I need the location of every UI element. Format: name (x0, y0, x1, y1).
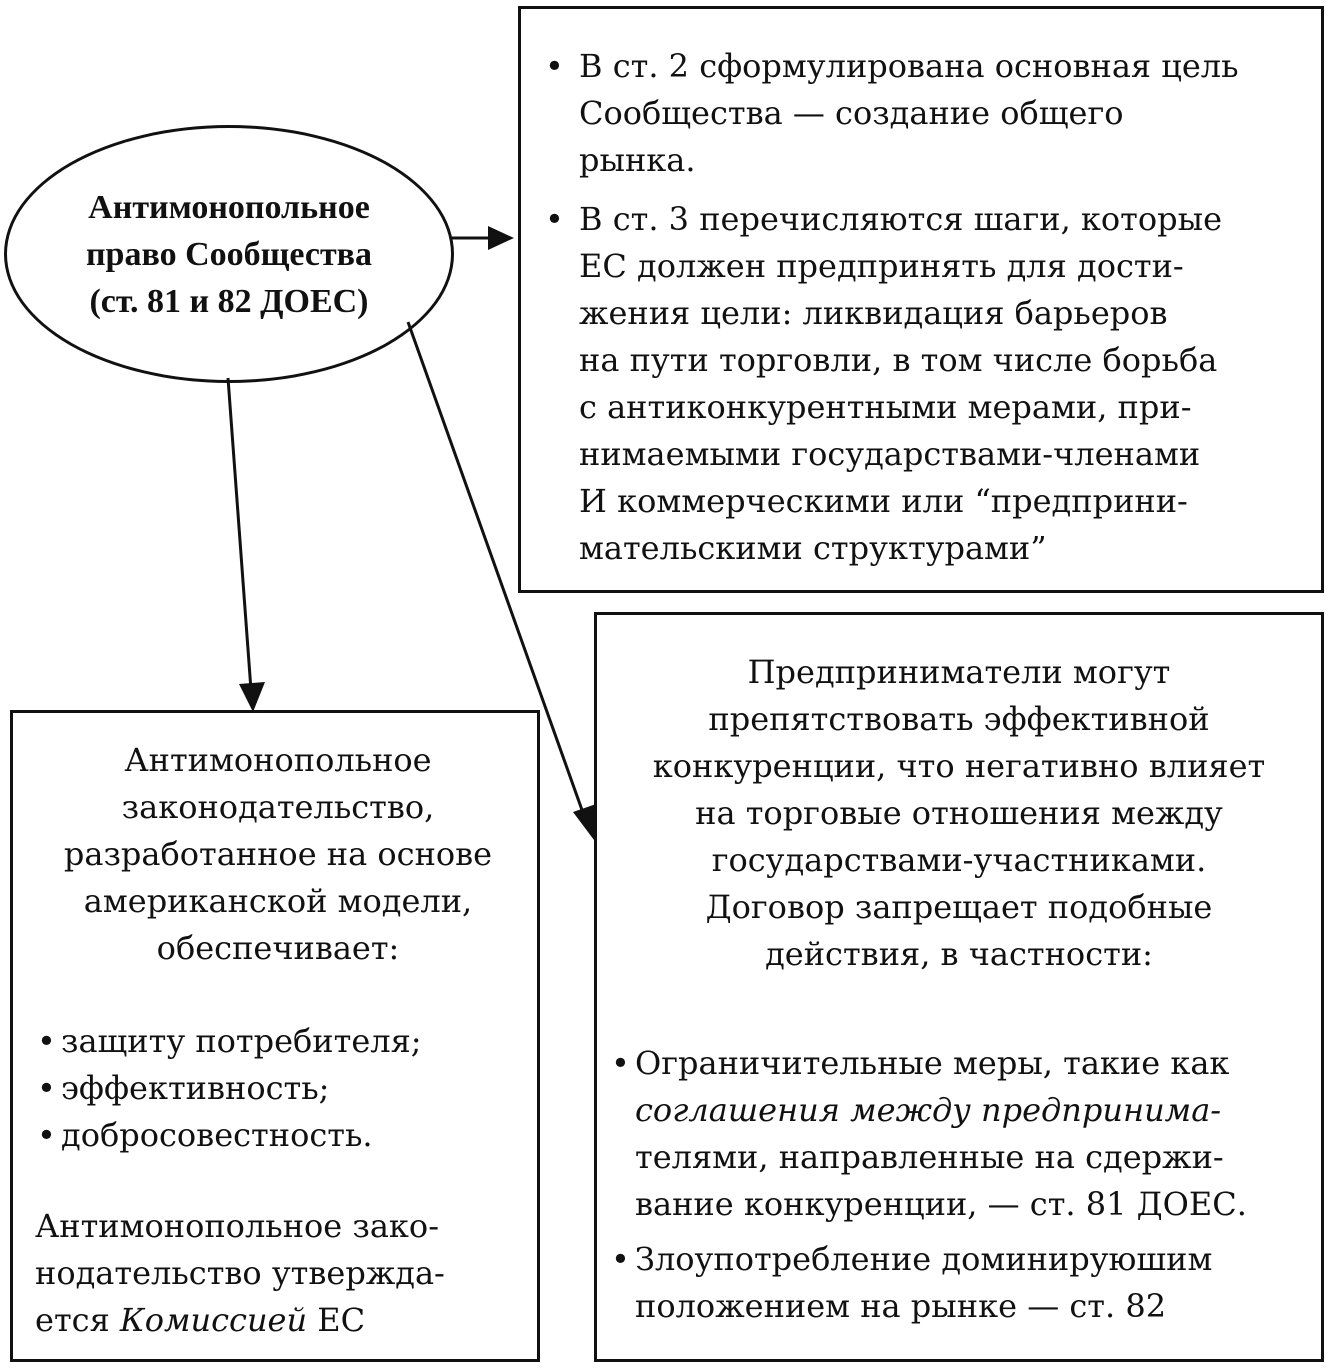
commission-emphasis: Комиссией (119, 1301, 308, 1339)
bottom-right-list (609, 1040, 1309, 1330)
box-bottom-left (10, 710, 540, 1362)
intro-line: государствами-участниками. (711, 841, 1207, 879)
arrowhead-top-right (488, 226, 514, 250)
center-node-line: (ст. 81 и 82 ДОЕС) (89, 282, 369, 320)
item-line: на пути торговли, в том числе борьба (579, 341, 1218, 379)
item-line: ЕС должен предпринять для дости- (579, 247, 1184, 285)
bottom-left-list (35, 1018, 521, 1159)
item-line: • Ограничительные меры, такие как (635, 1044, 1230, 1082)
list-item: • эффективность; (35, 1065, 521, 1112)
intro-line: на торговые отношения между (695, 794, 1223, 832)
box-top-right (518, 6, 1324, 593)
outro-line: нодательство утвержда- (35, 1254, 445, 1292)
arrow-to-bottom-left (228, 378, 251, 690)
intro-line: обеспечивает: (156, 929, 400, 967)
intro-line: разработанное на основе (63, 835, 493, 873)
arrowhead-bottom-left (239, 682, 265, 712)
list-item (535, 196, 1311, 572)
item-line: с антиконкурентными мерами, при- (579, 388, 1192, 426)
intro-line: действия, в частности: (765, 935, 1153, 973)
list-item (609, 1236, 1309, 1330)
intro-line: препятствовать эффективной (708, 700, 1210, 738)
item-line: мательскими структурами” (579, 529, 1047, 567)
intro-line: Предприниматели могут (747, 653, 1171, 691)
item-line: положением на рынке — ст. 82 (635, 1287, 1167, 1325)
intro-line: законодательство, (121, 788, 435, 826)
item-line: телями, направленные на сдержи- (635, 1138, 1224, 1176)
top-right-list (535, 43, 1311, 572)
box-bottom-right (594, 612, 1324, 1362)
list-item (609, 1040, 1309, 1228)
center-node-label (86, 184, 372, 325)
intro-line: американской модели, (83, 882, 473, 920)
outro-text: ЕС (317, 1301, 366, 1339)
intro-line: конкуренции, что негативно влияет (652, 747, 1266, 785)
item-line: жения цели: ликвидация барьеров (579, 294, 1168, 332)
list-item: • добросовестность. (35, 1112, 521, 1159)
item-line: вание конкуренции, — ст. 81 ДОЕС. (635, 1185, 1247, 1223)
item-line: • Злоупотребление доминируюшим (635, 1240, 1213, 1278)
intro-line: Договор запрещает подобные (705, 888, 1213, 926)
outro-line (35, 1297, 521, 1344)
item-line-italic: соглашения между предпринима- (635, 1091, 1222, 1129)
bottom-right-intro (609, 649, 1309, 978)
center-node-line: Антимонопольное (88, 188, 370, 226)
center-node-line: право Сообщества (85, 235, 373, 273)
bottom-left-intro (35, 737, 521, 972)
bottom-left-outro (35, 1203, 521, 1344)
item-line: • В ст. 3 перечисляются шаги, которые (579, 200, 1223, 238)
item-line: • В ст. 2 сформулирована основная цель (579, 47, 1239, 85)
outro-text: ется (35, 1301, 110, 1339)
list-item: • защиту потребителя; (35, 1018, 521, 1065)
item-line: нимаемыми государствами-членами (579, 435, 1201, 473)
item-line: И коммерческими или “предприни- (579, 482, 1188, 520)
list-item (535, 43, 1311, 184)
intro-line: Антимонопольное (124, 741, 432, 779)
center-node-ellipse (4, 125, 454, 383)
outro-line: Антимонопольное зако- (35, 1207, 439, 1245)
item-line: рынка. (579, 141, 696, 179)
item-line: Сообщества — создание общего (579, 94, 1124, 132)
